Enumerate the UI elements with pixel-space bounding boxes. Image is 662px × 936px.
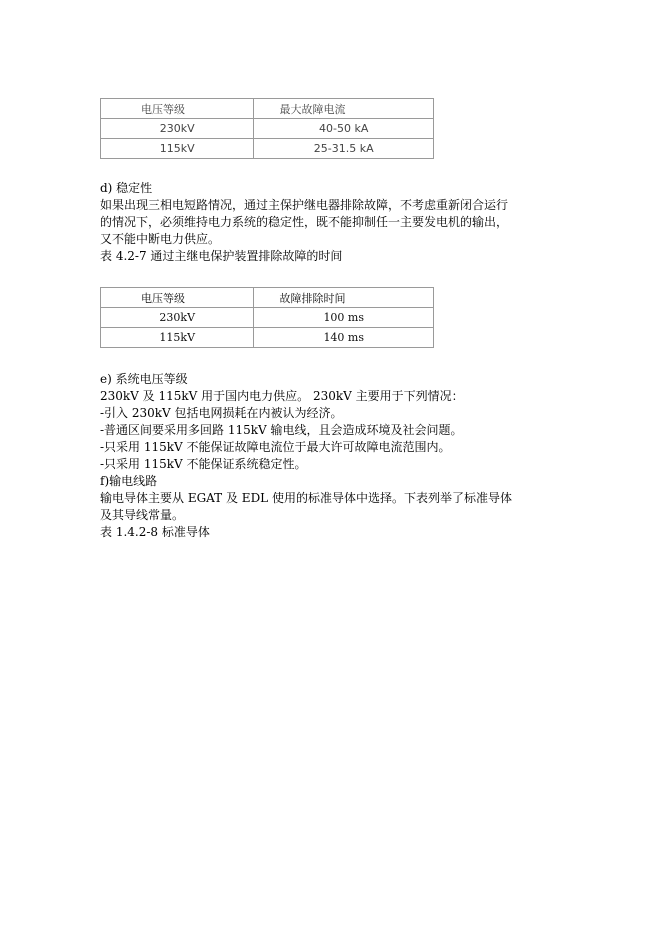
section-heading: f)输电线路 bbox=[100, 474, 158, 488]
paragraph-line: 输电导体主要从 EGAT 及 EDL 使用的标准导体中选择。下表列举了标准导体 bbox=[100, 491, 512, 505]
table-row bbox=[101, 119, 434, 139]
paragraph-line: 又不能中断电力供应。 bbox=[100, 232, 221, 246]
fault-clearing-time-table bbox=[100, 287, 434, 348]
paragraph-line: 如果出现三相电短路情况，通过主保护继电器排除故障，不考虑重新闭合运行 bbox=[100, 198, 509, 212]
paragraph-line: 230kV 及 115kV 用于国内电力供应。 230kV 主要用于下列情况： bbox=[100, 389, 464, 403]
section-heading: d) 稳定性 bbox=[100, 181, 153, 195]
list-item: -普通区间要采用多回路 115kV 输电线，且会造成环境及社会问题。 bbox=[100, 423, 463, 437]
table-row bbox=[101, 328, 434, 348]
table-cell: 40-50 kA bbox=[254, 119, 434, 139]
list-item: -只采用 115kV 不能保证故障电流位于最大许可故障电流范围内。 bbox=[100, 440, 451, 454]
section-stability bbox=[100, 180, 560, 265]
max-fault-current-table bbox=[100, 98, 434, 159]
table-cell: 140 ms bbox=[254, 328, 434, 348]
section-heading: e) 系统电压等级 bbox=[100, 372, 188, 386]
list-item: -只采用 115kV 不能保证系统稳定性。 bbox=[100, 457, 307, 471]
table-caption: 表 1.4.2-8 标准导体 bbox=[100, 525, 210, 539]
table-header-row bbox=[101, 288, 434, 308]
paragraph-line: 的情况下，必须维持电力系统的稳定性，既不能抑制任一主要发电机的输出， bbox=[100, 215, 509, 229]
table-row bbox=[101, 308, 434, 328]
table-cell: 115kV bbox=[101, 139, 254, 159]
table-cell: 115kV bbox=[101, 328, 254, 348]
list-item: -引入 230kV 包括电网损耗在内被认为经济。 bbox=[100, 406, 343, 420]
table-header-cell: 电压等级 bbox=[101, 288, 254, 308]
table-cell: 25-31.5 kA bbox=[254, 139, 434, 159]
table-cell: 100 ms bbox=[254, 308, 434, 328]
table-header-cell: 故障排除时间 bbox=[254, 288, 434, 308]
table-cell: 230kV bbox=[101, 308, 254, 328]
table-caption: 表 4.2-7 通过主继电保护装置排除故障的时间 bbox=[100, 249, 343, 263]
table-row bbox=[101, 139, 434, 159]
table-cell: 230kV bbox=[101, 119, 254, 139]
table-header-cell: 最大故障电流 bbox=[254, 99, 434, 119]
table-header-cell: 电压等级 bbox=[101, 99, 254, 119]
section-voltage-levels bbox=[100, 371, 560, 541]
table-header-row bbox=[101, 99, 434, 119]
paragraph-line: 及其导线常量。 bbox=[100, 508, 185, 522]
